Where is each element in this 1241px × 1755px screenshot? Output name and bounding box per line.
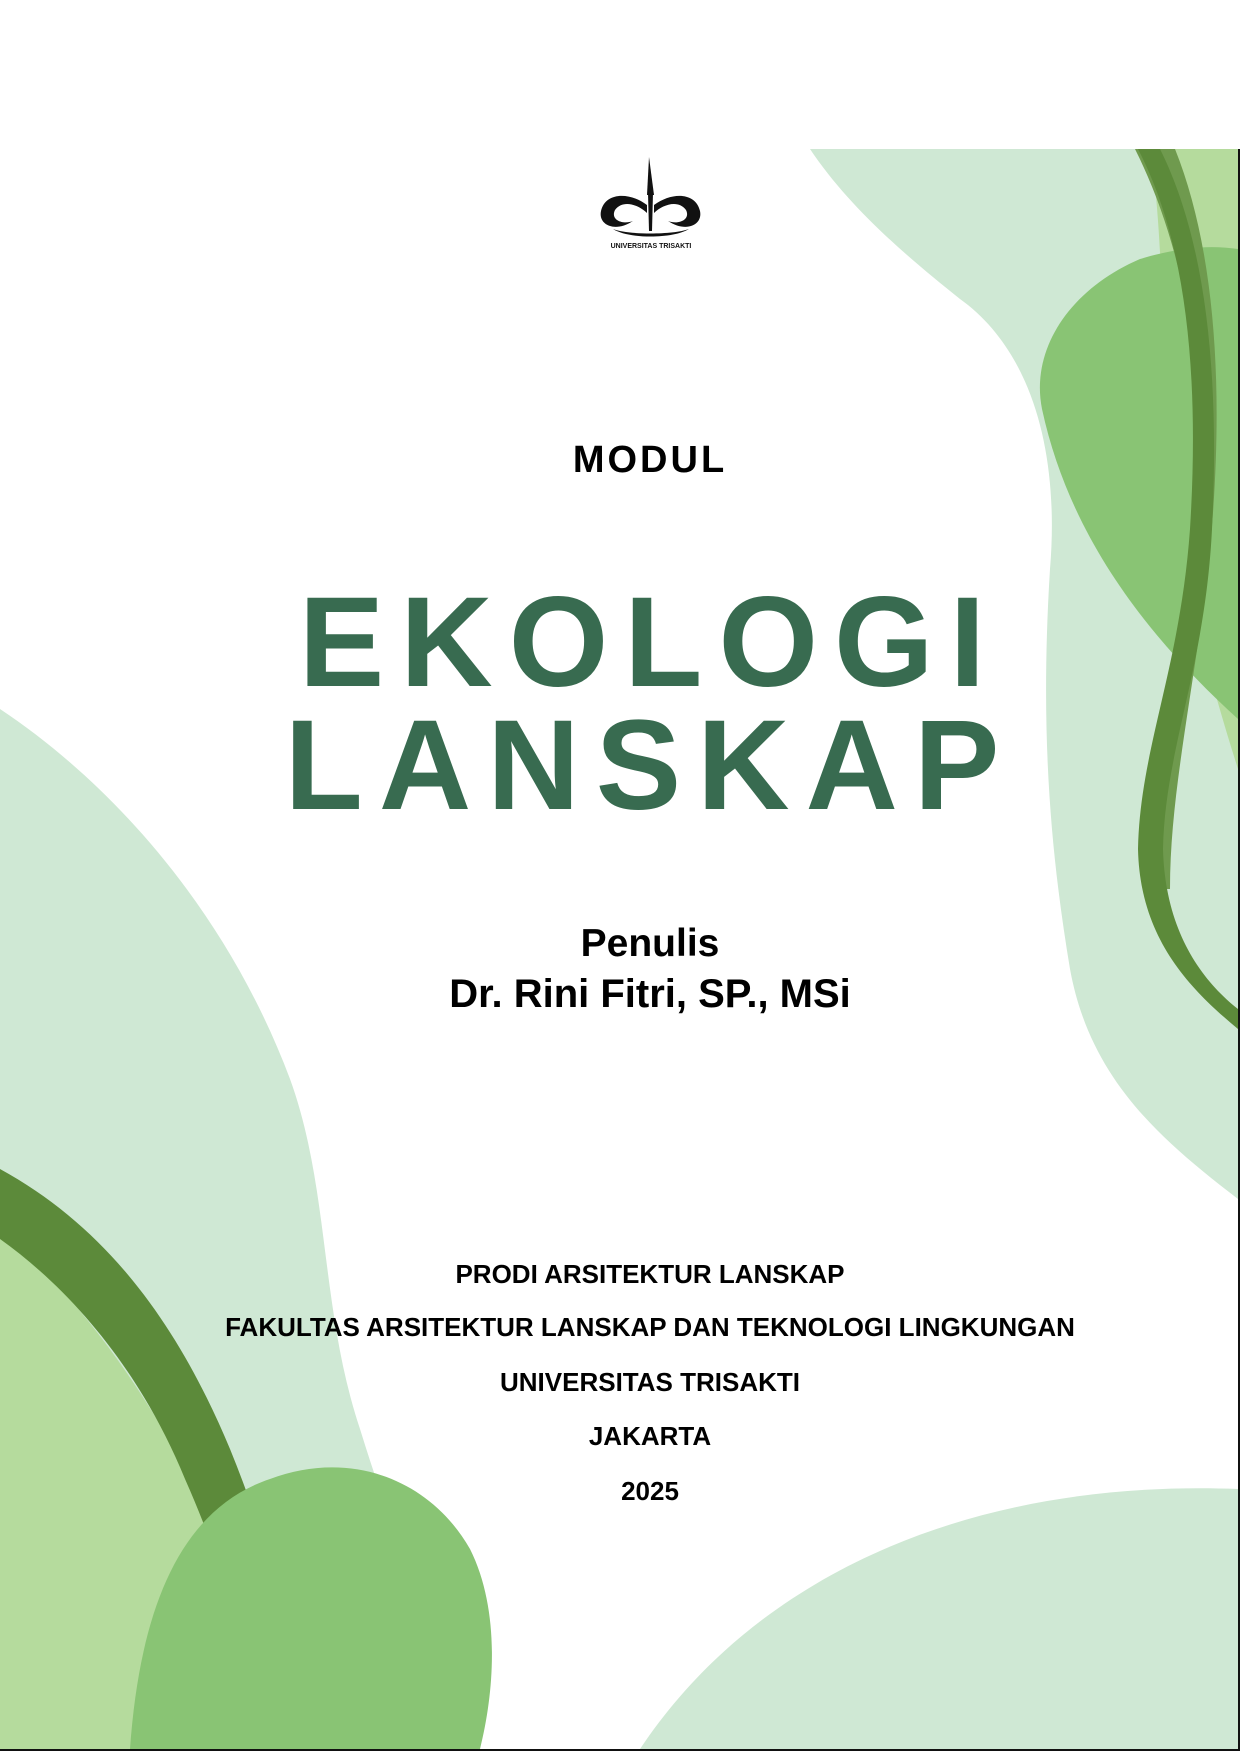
document-type-label: MODUL bbox=[572, 439, 728, 481]
institution-program: PRODI ARSITEKTUR LANSKAP bbox=[455, 1259, 845, 1289]
author-label: Penulis bbox=[580, 922, 720, 965]
publication-year: 2025 bbox=[621, 1476, 679, 1506]
logo-text: UNIVERSITAS TRISAKTI bbox=[610, 243, 692, 250]
institution-city: JAKARTA bbox=[588, 1421, 712, 1451]
title-line-1: EKOLOGI bbox=[298, 571, 1002, 714]
book-cover bbox=[0, 149, 1240, 1751]
university-logo bbox=[593, 155, 713, 251]
logo-spear-shaft bbox=[648, 193, 653, 231]
logo-left-wing bbox=[601, 196, 647, 227]
bottom-right-pale-mound bbox=[640, 1488, 1238, 1749]
institution-faculty: FAKULTAS ARSITEKTUR LANSKAP DAN TEKNOLOGI LINGKUNGAN bbox=[225, 1312, 1075, 1342]
title-line-2: LANSKAP bbox=[284, 694, 1016, 837]
logo-spear-tip bbox=[647, 157, 654, 195]
author-name: Dr. Rini Fitri, SP., MSi bbox=[449, 972, 851, 1016]
logo-right-wing bbox=[654, 196, 700, 227]
institution-university: UNIVERSITAS TRISAKTI bbox=[500, 1367, 800, 1397]
